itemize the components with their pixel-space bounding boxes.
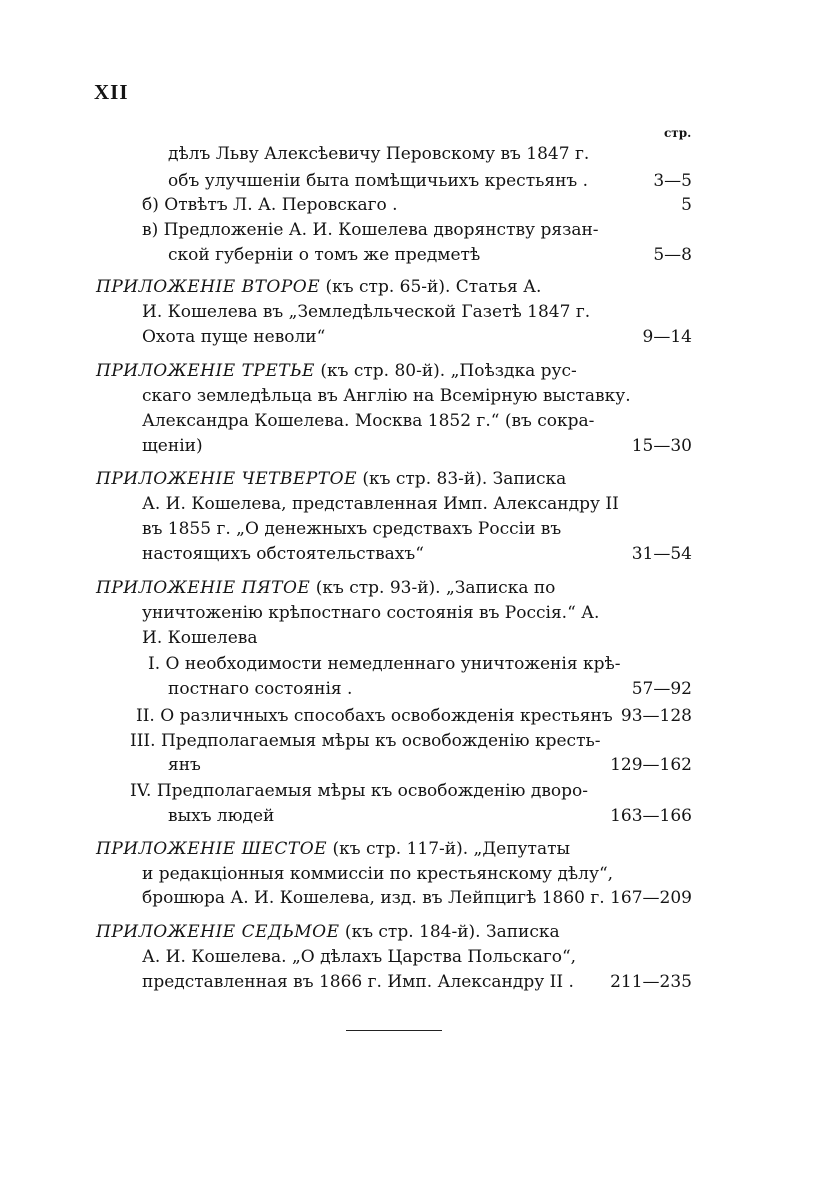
appendix-title: ПРИЛОЖЕНІЕ ПЯТОЕ	[96, 578, 311, 598]
page-range: 3—5	[653, 171, 692, 191]
toc-line: постнаго состоянія .	[168, 679, 353, 699]
appendix-ref: (къ стр. 83-й). Записка	[357, 469, 567, 489]
appendix-title: ПРИЛОЖЕНІЕ ЧЕТВЕРТОЕ	[96, 469, 357, 489]
page-range: 211—235	[610, 972, 692, 992]
toc-heading-line	[96, 577, 555, 599]
page-range: 93—128	[620, 706, 692, 726]
toc-line: в) Предложеніе А. И. Кошелева дворянству рязан-	[142, 220, 599, 240]
toc-line: А. И. Кошелева, представленная Имп. Александру II	[142, 494, 619, 514]
page-range: 57—92	[631, 679, 692, 699]
toc-line: II. О различныхъ способахъ освобожденія крестьянъ	[136, 706, 613, 726]
appendix-title: ПРИЛОЖЕНІЕ ШЕСТОЕ	[96, 839, 328, 859]
toc-line: IV. Предполагаемыя мѣры къ освобожденію дворо-	[130, 781, 588, 801]
appendix-title: ПРИЛОЖЕНІЕ ТРЕТЬЕ	[96, 361, 315, 381]
toc-line: настоящихъ обстоятельствахъ“	[142, 544, 424, 564]
page-range: 31—54	[631, 544, 692, 564]
toc-line: Александра Кошелева. Москва 1852 г.“ (въ сокра-	[142, 411, 595, 431]
toc-line: выхъ людей	[168, 806, 275, 826]
appendix-title: ПРИЛОЖЕНІЕ СЕДЬМОЕ	[96, 922, 340, 942]
toc-line: въ 1855 г. „О денежныхъ средствахъ Россіи въ	[142, 519, 562, 539]
toc-heading-line	[96, 921, 560, 943]
toc-line: и редакціонныя коммиссіи по крестьянскому дѣлу“,	[142, 864, 614, 884]
appendix-title: ПРИЛОЖЕНІЕ ВТОРОЕ	[96, 277, 321, 297]
page-number: XII	[94, 80, 129, 104]
page-range: 163—166	[610, 806, 692, 826]
toc-heading-line	[96, 276, 541, 298]
appendix-ref: (къ стр. 184-й). Записка	[339, 922, 560, 942]
page-range: 129—162	[610, 755, 692, 775]
toc-line: скаго земледѣльца въ Англію на Всемірную выставку.	[142, 386, 631, 406]
toc-heading-line	[96, 360, 577, 382]
toc-line: И. Кошелева	[142, 628, 258, 648]
page-range: 5—8	[653, 245, 692, 265]
toc-line: щеніи)	[142, 436, 203, 456]
toc-line: И. Кошелева въ „Земледѣльческой Газетѣ 1847 г.	[142, 302, 591, 322]
toc-line: А. И. Кошелева. „О дѣлахъ Царства Польскаго“,	[142, 947, 577, 967]
toc-line: брошюра А. И. Кошелева, изд. въ Лейпцигѣ 1860 г.	[142, 888, 605, 908]
appendix-ref: (къ стр. 65-й). Статья А.	[320, 277, 542, 297]
toc-line: I. О необходимости немедленнаго уничтоженія крѣ-	[148, 654, 621, 674]
toc-line: III. Предполагаемыя мѣры къ освобожденію кресть-	[130, 731, 601, 751]
page-range: 9—14	[642, 327, 692, 347]
toc-line: объ улучшеніи быта помѣщичьихъ крестьянъ .	[168, 171, 589, 191]
page-range: 15—30	[631, 436, 692, 456]
toc-line: ской губерніи о томъ же предметѣ	[168, 245, 481, 265]
appendix-ref: (къ стр. 80-й). „Поѣздка рус-	[314, 361, 577, 381]
appendix-ref: (къ стр. 117-й). „Депутаты	[327, 839, 571, 859]
page-range: 5	[681, 195, 692, 215]
toc-line: дѣлъ Льву Алексѣевичу Перовскому въ 1847 г.	[168, 144, 590, 164]
toc-line: б) Отвѣтъ Л. А. Перовскаго .	[142, 195, 398, 215]
toc-line: янъ	[168, 755, 201, 775]
toc-line: Охота пуще неволи“	[142, 327, 326, 347]
toc-line: представленная въ 1866 г. Имп. Александру II .	[142, 972, 574, 992]
toc-line: уничтоженію крѣпостнаго состоянія въ Россія.“ А.	[142, 603, 600, 623]
toc-heading-line	[96, 468, 566, 490]
page-range: 167—209	[610, 888, 692, 908]
closing-rule	[346, 1030, 442, 1031]
toc-heading-line	[96, 838, 570, 860]
appendix-ref: (къ стр. 93-й). „Записка по	[310, 578, 556, 598]
page-column-header: стр.	[664, 126, 692, 140]
